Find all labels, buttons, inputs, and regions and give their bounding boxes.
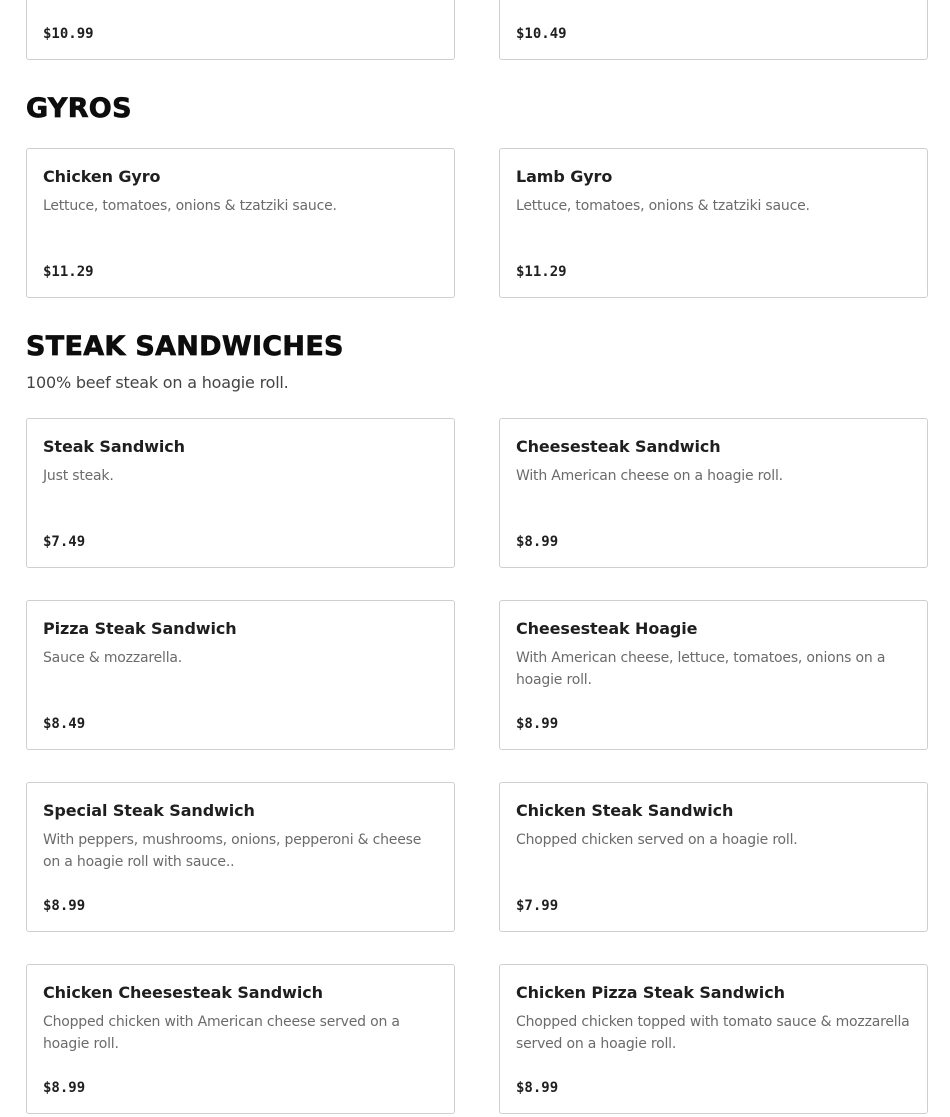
item-description: Lettuce, tomatoes, onions & tzatziki sauce.: [43, 198, 337, 214]
item-description: Sauce & mozzarella.: [43, 650, 183, 666]
item-description: With American cheese on a hoagie roll.: [516, 468, 783, 484]
menu-item-card[interactable]: [499, 148, 928, 298]
item-price: $8.99: [516, 1080, 559, 1096]
section-title-gyros: GYROS: [26, 93, 132, 124]
item-price: $8.49: [43, 716, 86, 732]
menu-item-card[interactable]: [26, 148, 455, 298]
item-description: Lettuce, tomatoes, onions & tzatziki sauce.: [516, 198, 810, 214]
item-price: $10.49: [516, 26, 567, 42]
item-price: $8.99: [43, 1080, 86, 1096]
item-price: $11.29: [516, 264, 567, 280]
item-price: $8.99: [516, 716, 559, 732]
item-price: $8.99: [516, 534, 559, 550]
section-subtitle: 100% beef steak on a hoagie roll.: [26, 373, 289, 392]
menu-item-card[interactable]: [499, 782, 928, 932]
section-title-steak-sandwiches: STEAK SANDWICHES: [26, 331, 344, 362]
item-name: Pizza Steak Sandwich: [43, 619, 237, 638]
item-price: $8.99: [43, 898, 86, 914]
menu-item-card[interactable]: [26, 0, 455, 60]
item-name: Steak Sandwich: [43, 437, 185, 456]
item-name: Chicken Cheesesteak Sandwich: [43, 983, 323, 1002]
item-name: Chicken Steak Sandwich: [516, 801, 734, 820]
menu-item-card[interactable]: [26, 600, 455, 750]
item-name: Special Steak Sandwich: [43, 801, 255, 820]
item-name: Cheesesteak Sandwich: [516, 437, 721, 456]
menu-item-card[interactable]: [499, 600, 928, 750]
menu-item-card[interactable]: [499, 964, 928, 1114]
item-price: $7.49: [43, 534, 86, 550]
item-name: Lamb Gyro: [516, 167, 613, 186]
item-name: Chicken Pizza Steak Sandwich: [516, 983, 785, 1002]
item-price: $11.29: [43, 264, 94, 280]
menu-item-card[interactable]: [26, 418, 455, 568]
item-price: $10.99: [43, 26, 94, 42]
menu-item-card[interactable]: [499, 418, 928, 568]
menu-item-card[interactable]: [26, 782, 455, 932]
item-description: Chopped chicken with American cheese served on a hoagie roll.: [43, 1014, 400, 1052]
item-description: Just steak.: [43, 468, 114, 484]
item-description: Chopped chicken served on a hoagie roll.: [516, 832, 798, 848]
menu-item-card[interactable]: [499, 0, 928, 60]
menu-item-card[interactable]: [26, 964, 455, 1114]
item-price: $7.99: [516, 898, 559, 914]
item-description: With American cheese, lettuce, tomatoes, onions on a hoagie roll.: [516, 650, 886, 688]
item-description: Chopped chicken topped with tomato sauce & mozzarella served on a hoagie roll.: [516, 1014, 910, 1052]
item-name: Cheesesteak Hoagie: [516, 619, 698, 638]
item-description: With peppers, mushrooms, onions, pepperoni & cheese on a hoagie roll with sauce..: [43, 832, 422, 870]
item-name: Chicken Gyro: [43, 167, 161, 186]
